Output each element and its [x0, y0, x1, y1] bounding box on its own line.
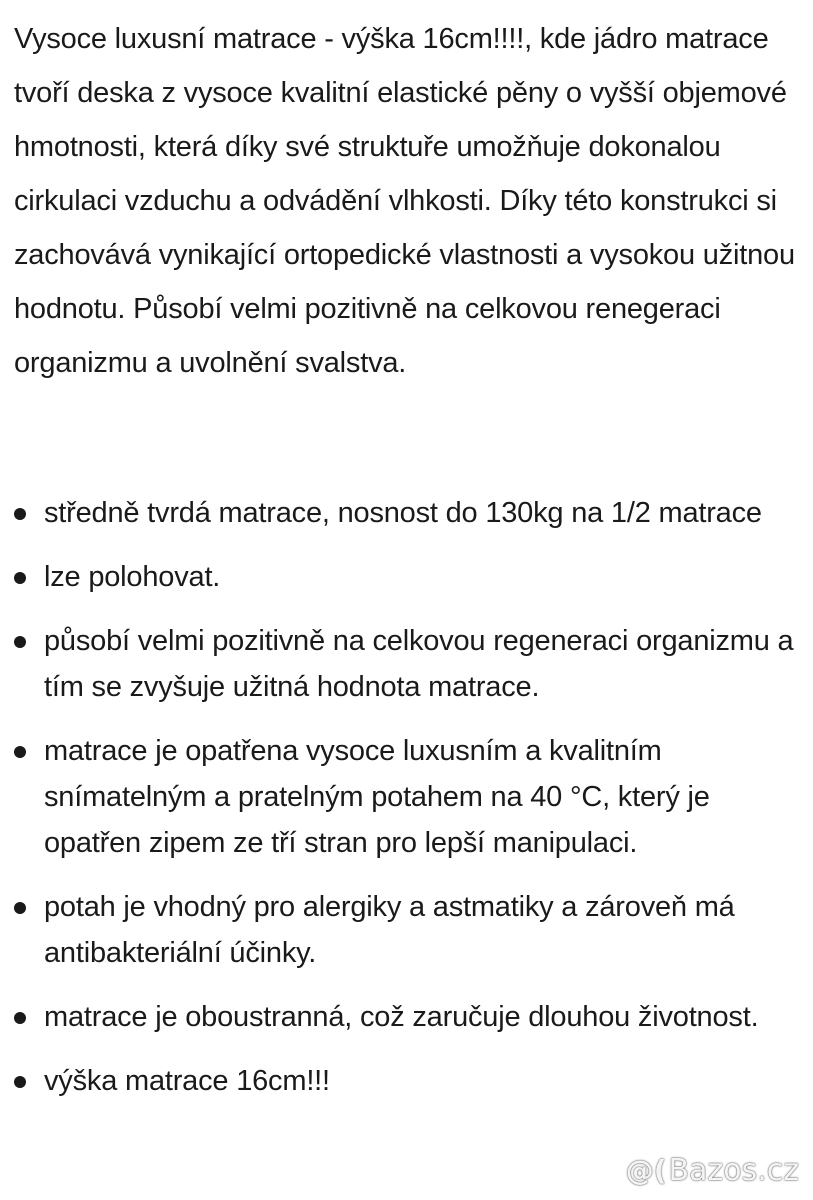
bullet-icon: [14, 902, 26, 914]
list-item: [14, 884, 806, 976]
feature-text: matrace je oboustranná, což zaručuje dlouhou životnost.: [44, 1001, 759, 1033]
list-item: [14, 554, 806, 600]
listing-description: [14, 12, 806, 1097]
bullet-icon: [14, 636, 26, 648]
feature-text: potah je vhodný pro alergiky a astmatiky a zároveň má antibakteriální účinky.: [44, 891, 735, 969]
list-item: [14, 728, 806, 866]
bullet-icon: [14, 1012, 26, 1024]
watermark-text: Bazos.cz: [668, 1152, 799, 1188]
list-item: [14, 490, 806, 536]
bullet-icon: [14, 746, 26, 758]
feature-text: působí velmi pozitivně na celkovou regeneraci organizmu a tím se zvyšuje užitná hodnota matrace.: [44, 625, 794, 703]
bullet-icon: [14, 1076, 26, 1088]
bazos-watermark: [626, 1150, 799, 1190]
list-item: [14, 1058, 806, 1104]
feature-text: lze polohovat.: [44, 561, 221, 593]
bullet-icon: [14, 508, 26, 520]
feature-list: [14, 490, 806, 1122]
description-intro: Vysoce luxusní matrace - výška 16cm!!!!, kde jádro matrace tvoří deska z vysoce kvalitní elastické pěny o vyšší objemové hmotnosti, která díky své struktuře umožňuje dokonalou cirkulaci vzduchu a odvádění vlhkosti. Díky této konstrukci si zachovává vynikající ortopedické vlastnosti a vysokou užitnou hodnotu. Působí velmi pozitivně na celkovou renegeraci organizmu a uvolnění svalstva.: [14, 23, 795, 379]
bazos-logo-icon: @(: [625, 1153, 667, 1187]
feature-text: matrace je opatřena vysoce luxusním a kvalitním snímatelným a pratelným potahem na 40 °C, který je opatřen zipem ze tří stran pro lepší manipulaci.: [44, 735, 710, 859]
feature-text: výška matrace 16cm!!!: [44, 1065, 330, 1097]
list-item: [14, 994, 806, 1040]
list-item: [14, 618, 806, 710]
feature-text: středně tvrdá matrace, nosnost do 130kg na 1/2 matrace: [44, 497, 762, 529]
bullet-icon: [14, 572, 26, 584]
